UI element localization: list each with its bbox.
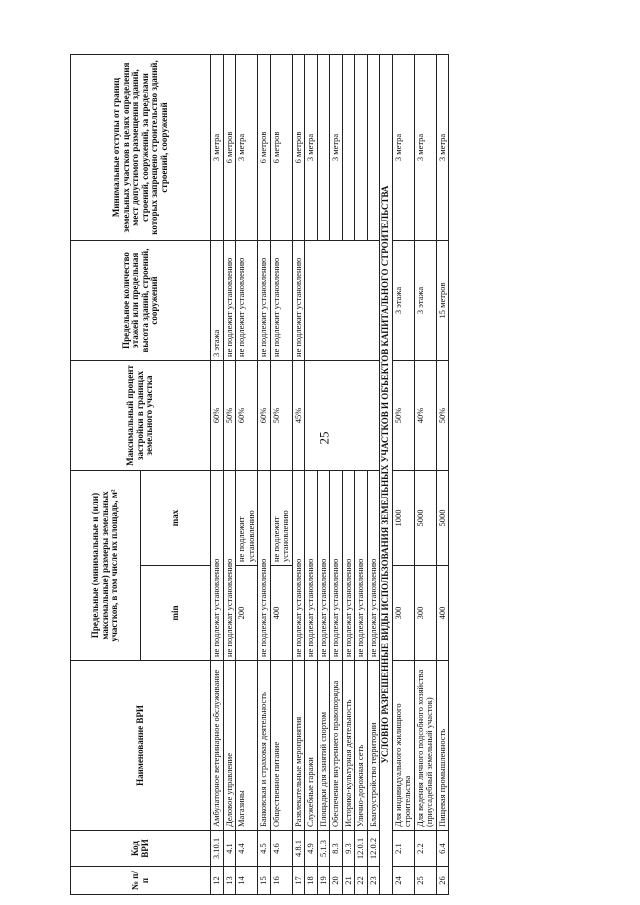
header-name: Наименование ВРИ <box>71 661 211 831</box>
table-row: 24 2.1 Для индивидуального жилищного строительства 300 1000 50% 3 этажа 3 метра <box>392 54 414 894</box>
header-num: № п/п <box>71 867 211 895</box>
table-row: 12 3.10.1 Амбулаторное ветеринарное обслуживание не подлежат установлению 60% 3 этажа 3 метра <box>211 54 224 894</box>
table-row: 22 12.0.1 Улично-дорожная сеть не подлежат установлению <box>355 54 368 894</box>
table-row: 13 4.1 Деловое управление не подлежат установлению 50% не подлежит установлению 6 метров <box>223 54 236 894</box>
table-row: 20 8.3 Обеспечение внутреннего правопорядка не подлежат установлению 3 метра <box>330 54 343 894</box>
header-max: max <box>141 470 211 565</box>
header-floors: Предельное количество этажей или предельная высота зданий, строений, сооружений <box>71 240 211 360</box>
section-row <box>380 54 393 894</box>
header-area-group: Предельные (минимальные и (или) максимальные) размеры земельных участков, в том числе их площадь, м² <box>71 470 141 660</box>
header-percent: Максимальный процент застройки в границах земельного участка <box>71 360 211 470</box>
header-setback: Минимальные отступы от границ земельных участков в целях определения мест допустимого размещения зданий, строений, сооружений, за пределами которых запрещено строительство зданий, строений, сооружений <box>71 54 211 240</box>
regulations-table <box>70 54 449 895</box>
section-title: УСЛОВНО РАЗРЕШЕННЫЕ ВИДЫ ИСПОЛЬЗОВАНИЯ ЗЕМЕЛЬНЫХ УЧАСТКОВ И ОБЪЕКТОВ КАПИТАЛЬНОГО СТРОИТЕЛЬСТВА <box>380 54 393 894</box>
header-code: Код ВРИ <box>71 831 211 867</box>
table-row: 23 12.0.2 Благоустройство территории не подлежат установлению <box>367 54 380 894</box>
table-row: 21 9.3 Историко-культурная деятельность не подлежат установлению <box>342 54 355 894</box>
table-row: 19 5.1.3 Площадки для занятий спортом не подлежат установлению <box>317 54 330 894</box>
table-row: 17 4.8.1 Развлекательные мероприятия не подлежат установлению 45% не подлежит установлению 6 метров <box>292 54 305 894</box>
table-row: 18 4.9 Служебные гаражи не подлежат установлению 3 метра <box>305 54 318 894</box>
page-number: 25 <box>316 431 332 445</box>
table-row: 26 6.4 Пищевая промышленность 400 5000 50% 15 метров 3 метра <box>436 54 449 894</box>
table-row: 16 4.6 Общественное питание 400 не подлежит установлению 50% не подлежит установлению 6 метров <box>270 54 292 894</box>
table-row: 15 4.5 Банковская и страховая деятельность не подлежат установлению 60% не подлежит установлению 6 метров <box>258 54 271 894</box>
table-row: 25 2.2 Для ведения личного подсобного хозяйства (приусадебный земельный участок) 300 5000 40% 3 этажа 3 метра <box>414 54 436 894</box>
rotated-table-container <box>70 55 630 895</box>
header-min: min <box>141 566 211 661</box>
table-row: 14 4.4 Магазины 200 не подлежит установлению 60% не подлежит установлению 3 метра <box>236 54 258 894</box>
